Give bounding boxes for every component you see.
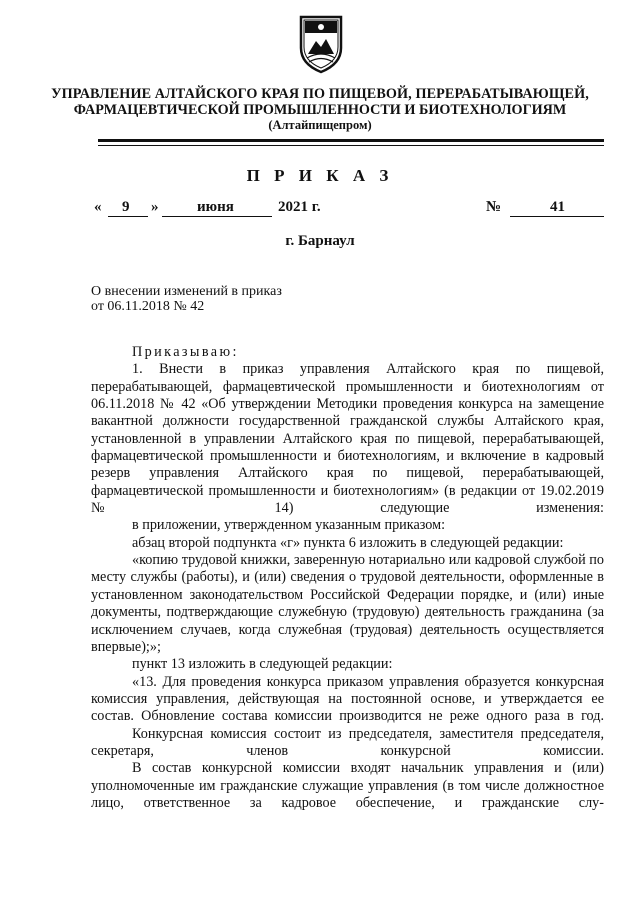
date-year: 2021 г. [278,199,321,215]
date-day-underline [108,216,148,217]
body-paragraph: Конкурсная комиссия состоит из председателя, заместителя председателя, секретаря, членов конкурсной комиссии. [91,725,604,759]
subject-line-2: от 06.11.2018 № 42 [91,299,205,314]
body-paragraph: «копию трудовой книжки, заверенную нотариально или кадровой службой по месту службы (работы), и (или) сведения о трудовой деятельности, оформленные в установленном законодательством Российской Федерации порядке, и (или) иные документы, подтверждающие служебную (трудовую) деятельность гражданина (за исключением случаев, когда служебная (трудовая) деятельность осуществляется впервые);»; [91,552,604,655]
date-close-quote: » [151,199,159,215]
number-label: № [486,199,502,215]
date-day: 9 [122,199,130,215]
body-paragraph: в приложении, утвержденном указанным приказом: [132,517,446,534]
number-underline [510,216,604,217]
date-open-quote: « [94,199,102,215]
date-month: июня [197,199,234,215]
header-line-1: УПРАВЛЕНИЕ АЛТАЙСКОГО КРАЯ ПО ПИЩЕВОЙ, ПЕРЕРАБАТЫВАЮЩЕЙ, [51,86,589,102]
header-line-2: ФАРМАЦЕВТИЧЕСКОЙ ПРОМЫШЛЕННОСТИ И БИОТЕХНОЛОГИЯМ [73,102,567,118]
subject-line-1: О внесении изменений в приказ [91,284,282,299]
subject [91,284,282,314]
body-paragraph: В состав конкурсной комиссии входят начальник управления и (или) уполномоченные им гражданские служащие управления (в том числе должностное лицо, ответственное за кадровое обеспечение, и гражданские слу- [91,760,604,811]
city: г. Барнаул [285,233,355,249]
body-paragraph: 1. Внести в приказ управления Алтайского края по пищевой, перерабатывающей, фармацевтической промышленности и биотехнологиям от 06.11.2018 № 42 «Об утверждении Методики проведения конкурса на замещение вакантной должности государственной гражданской службы Алтайского края, установленной в управлении Алтайского края по пищевой, перерабатывающей, фармацевтической промышленности и биотехнологиям, и включение в кадровый резерв управления Алтайского края по пищевой, перерабатывающей, фармацевтической промышленности и биотехнологиям» (в редакции от 19.02.2019 № 14) следующие изменения: [91,361,604,517]
order-word: Приказываю: [132,344,239,360]
body-paragraph: абзац второй подпункта «г» пункта 6 изложить в следующей редакции: [132,534,564,551]
body-paragraph: пункт 13 изложить в следующей редакции: [132,656,393,673]
header-line-3: (Алтайпищепром) [268,118,372,132]
document-body [91,344,604,812]
number-value: 41 [550,199,565,215]
body-paragraph: «13. Для проведения конкурса приказом управления образуется конкурсная комиссия управления, действующая на постоянной основе, и утверждается ее состав. Обновление состава комиссии производится не реже одного раза в год. [91,673,604,725]
coat-of-arms-emblem [298,14,344,74]
date-month-underline [162,216,272,217]
header-rule-thick [98,139,604,142]
header-rule-thin [98,145,604,146]
document-type: П Р И К А З [246,166,394,185]
